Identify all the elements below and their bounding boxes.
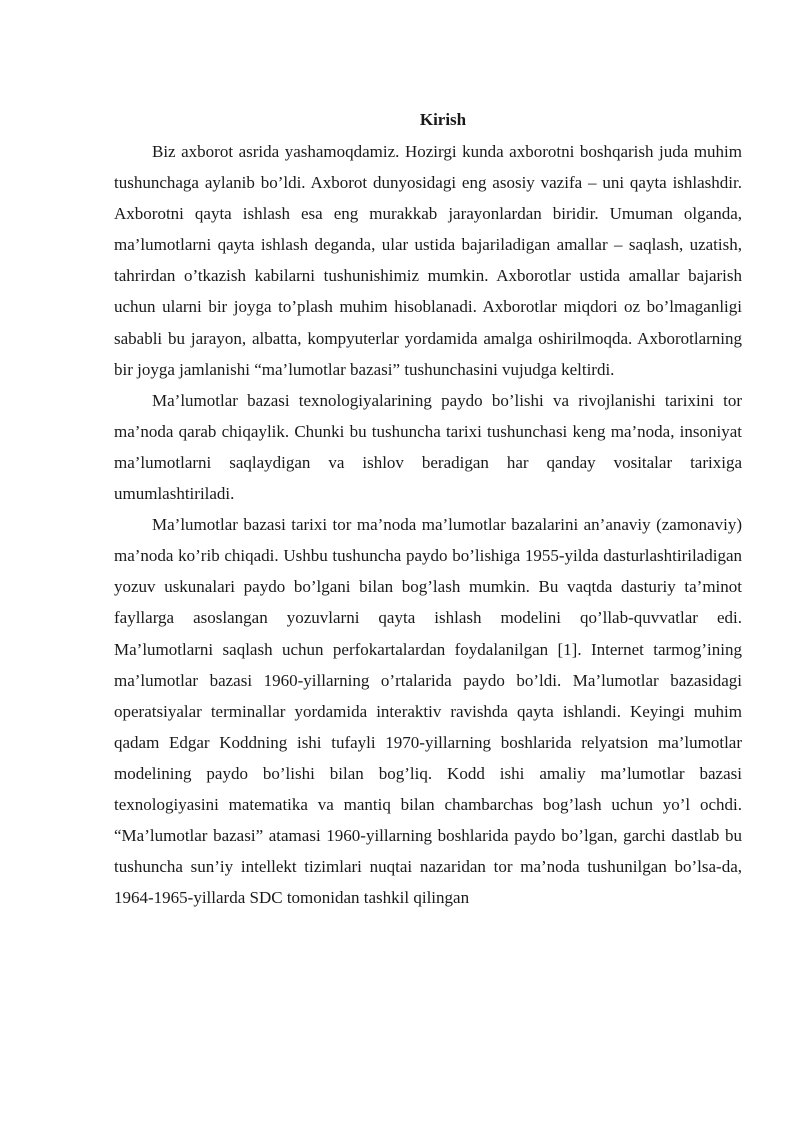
paragraph-3: Ma’lumotlar bazasi tarixi tor ma’noda ma’lumotlar bazalarini an’anaviy (zamonaviy) ma’noda ko’rib chiqadi. Ushbu tushuncha paydo bo’lishiga 1955-yilda dasturlashtiriladigan yozuv uskunalari paydo bo’lgani bilan bog’lash mumkin. Bu vaqtda dasturiy ta’minot fayllarga asoslangan yozuvlarni qayta ishlash modelini qo’llab-quvvatlar edi. Ma’lumotlarni saqlash uchun perfokartalardan foydalanilgan [1]. Internet tarmog’ining ma’lumotlar bazasi 1960-yillarning o’rtalarida paydo bo’ldi. Ma’lumotlar bazasidagi operatsiyalar terminallar yordamida interaktiv ravishda qayta ishlandi. Keyingi muhim qadam Edgar Koddning ishi tufayli 1970-yillarning boshlarida relyatsion ma’lumotlar modelining paydo bo’lishi bilan bog’liq. Kodd ishi amaliy ma’lumotlar bazasi texnologiyasini matematika va mantiq bilan chambarchas bog’lash uchun yo’l ochdi. “Ma’lumotlar bazasi” atamasi 1960-yillarning boshlarida paydo bo’lgan, garchi dastlab bu tushuncha sun’iy intellekt tizimlari nuqtai nazaridan tor ma’noda tushunilgan bo’lsa-da, 1964-1965-yillarda SDC tomonidan tashkil qilingan	[114, 515, 742, 908]
paragraph-1: Biz axborot asrida yashamoqdamiz. Hozirgi kunda axborotni boshqarish juda muhim tushunchaga aylanib bo’ldi. Axborot dunyosidagi eng asosiy vazifa – uni qayta ishlashdir. Axborotni qayta ishlash esa eng murakkab jarayonlardan biridir. Umuman olganda, ma’lumotlarni qayta ishlash deganda, ular ustida bajariladigan amallar – saqlash, uzatish, tahrirdan o’tkazish kabilarni tushunishimiz mumkin. Axborotlar ustida amallar bajarish uchun ularni bir joyga to’plash muhim hisoblanadi. Axborotlar miqdori oz bo’lmaganligi sababli bu jarayon, albatta, kompyuterlar yordamida amalga oshirilmoqda. Axborotlarning bir joyga jamlanishi “ma’lumotlar bazasi” tushunchasini vujudga keltirdi.	[114, 142, 742, 379]
section-heading: Kirish	[419, 110, 467, 129]
paragraph-2: Ma’lumotlar bazasi texnologiyalarining paydo bo’lishi va rivojlanishi tarixini tor ma’noda qarab chiqaylik. Chunki bu tushuncha tarixi tushunchasi keng ma’noda, insoniyat ma’lumotlarni saqlaydigan va ishlov beradigan har qanday vositalar tarixiga umumlashtiriladi.	[114, 390, 742, 504]
document-page	[114, 107, 742, 913]
